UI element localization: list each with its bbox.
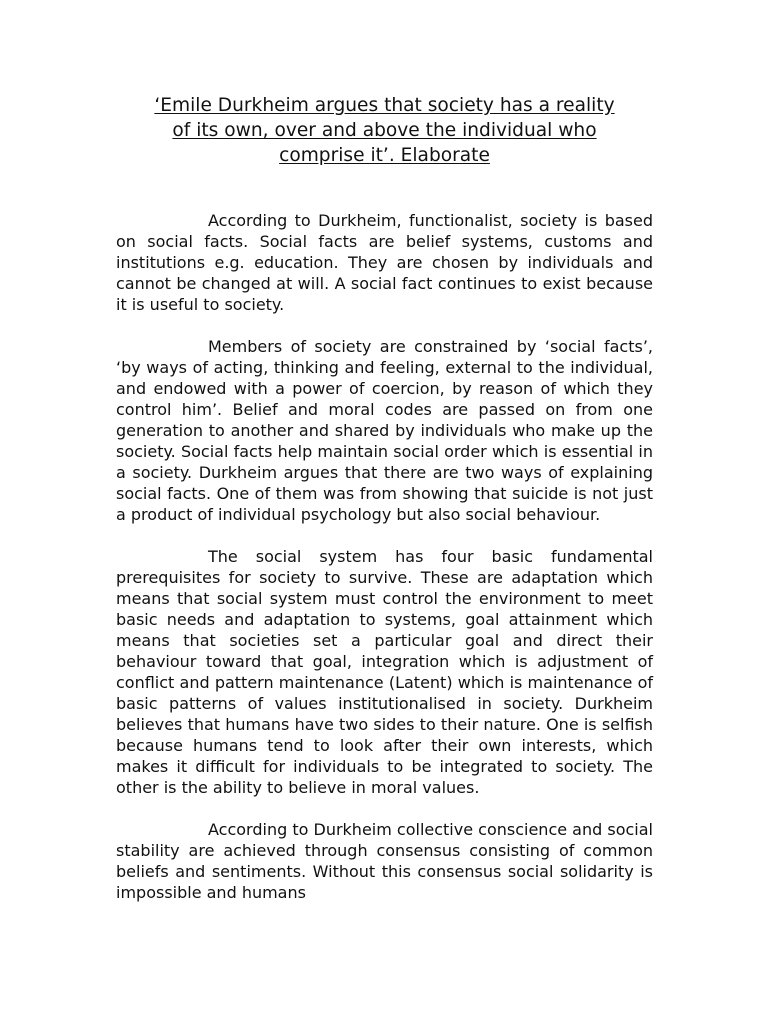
title-line: ‘Emile Durkheim argues that society has a reality <box>154 95 615 116</box>
title-line: of its own, over and above the individual who <box>172 120 597 141</box>
document-title <box>116 93 653 168</box>
document-body <box>116 210 653 903</box>
title-line: comprise it’. Elaborate <box>279 145 490 166</box>
paragraph: According to Durkheim collective conscience and social stability are achieved through consensus consisting of common beliefs and sentiments. Without this consensus social solidarity is impossible and humans <box>116 820 653 902</box>
document-page <box>116 93 653 924</box>
paragraph: The social system has four basic fundamental prerequisites for society to survive. These are adaptation which means that social system must control the environment to meet basic needs and adaptation to systems, goal attainment which means that societies set a particular goal and direct their behaviour toward that goal, integration which is adjustment of conflict and pattern maintenance (Latent) which is maintenance of basic patterns of values institutionalised in society. Durkheim believes that humans have two sides to their nature. One is selfish because humans tend to look after their own interests, which makes it difficult for individuals to be integrated to society. The other is the ability to believe in moral values. <box>116 547 653 797</box>
paragraph: According to Durkheim, functionalist, society is based on social facts. Social facts are belief systems, customs and institutions e.g. education. They are chosen by individuals and cannot be changed at will. A social fact continues to exist because it is useful to society. <box>116 211 653 314</box>
paragraph: Members of society are constrained by ‘social facts’, ‘by ways of acting, thinking and feeling, external to the individual, and endowed with a power of coercion, by reason of which they control him’. Belief and moral codes are passed on from one generation to another and shared by individuals who make up the society. Social facts help maintain social order which is essential in a society. Durkheim argues that there are two ways of explaining social facts. One of them was from showing that suicide is not just a product of individual psychology but also social behaviour. <box>116 337 653 524</box>
